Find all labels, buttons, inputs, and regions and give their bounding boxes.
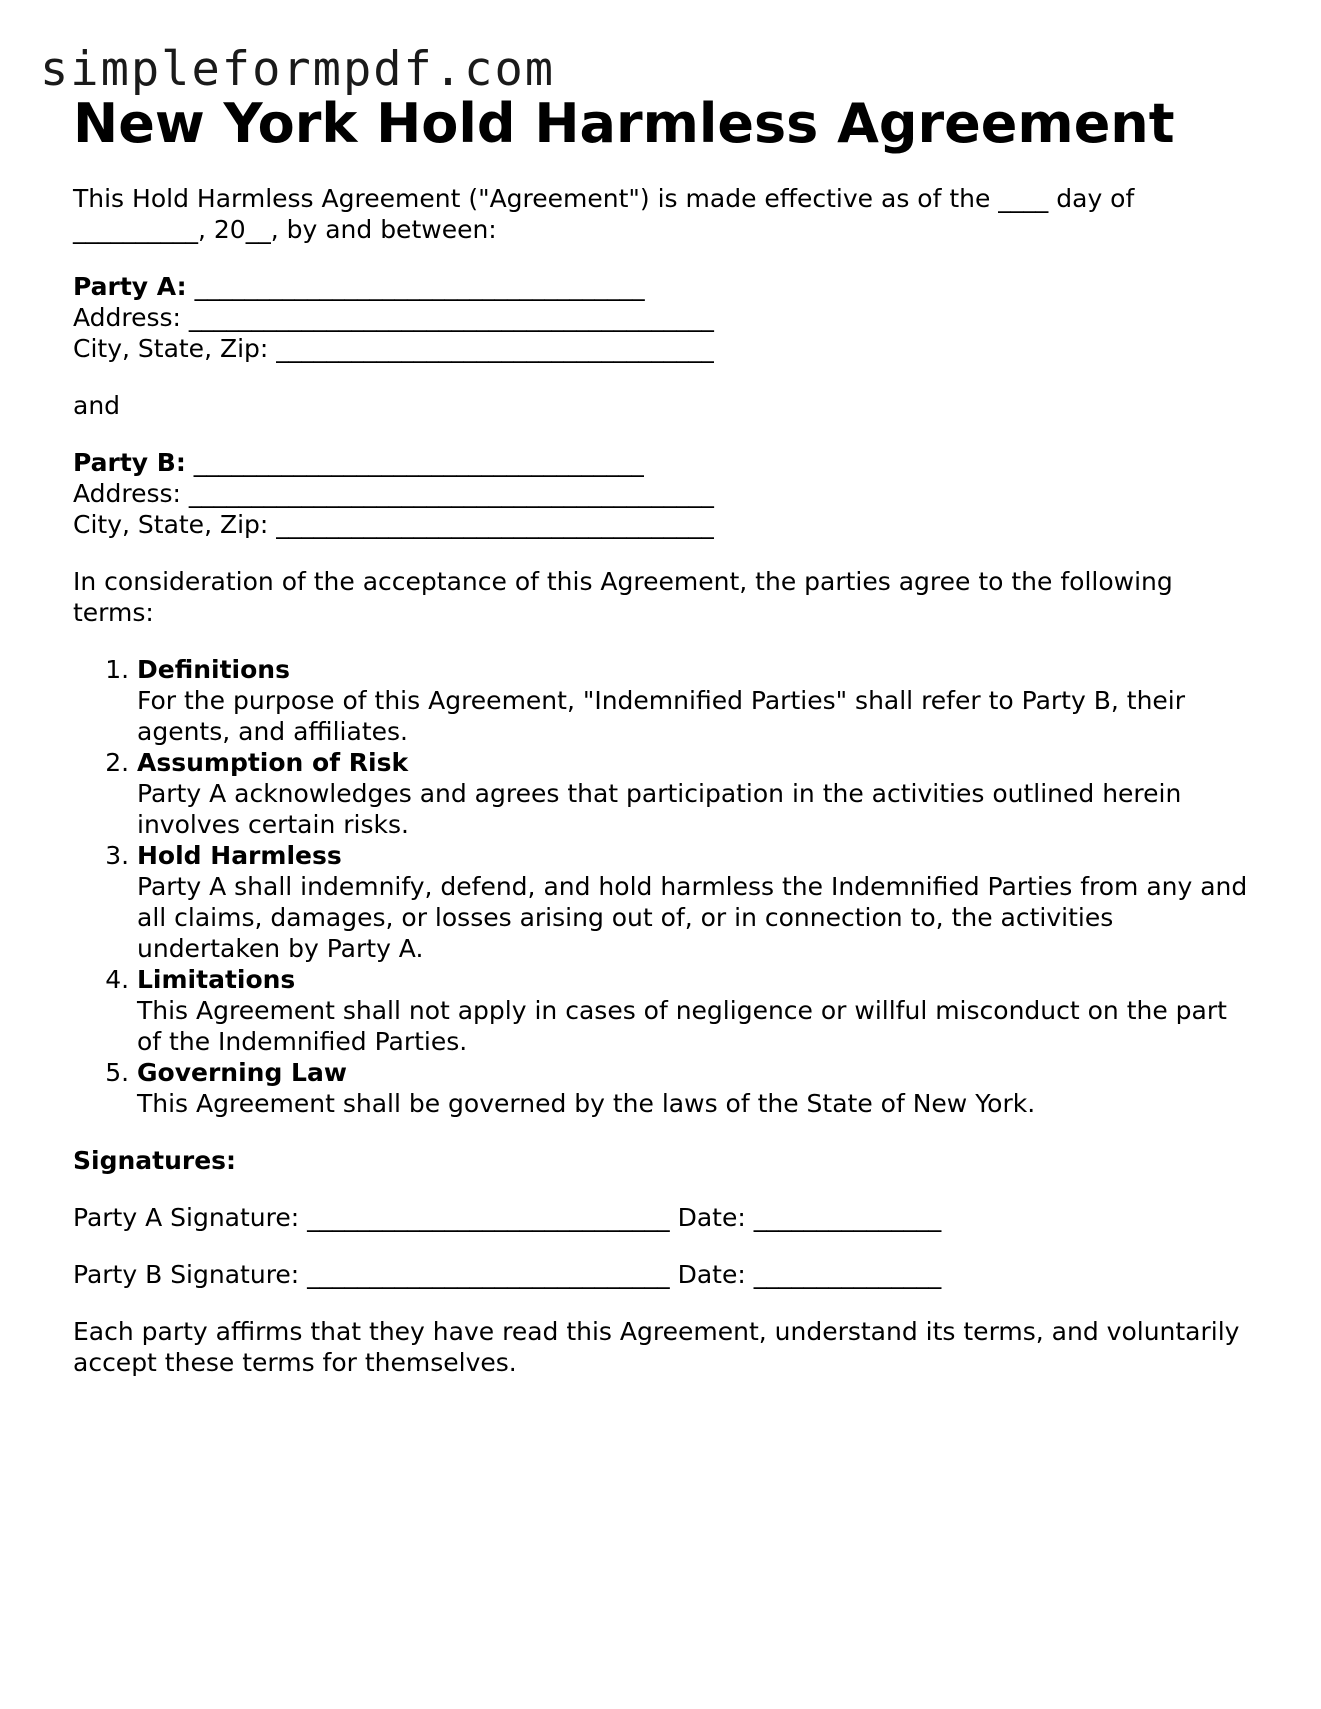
- terms-list: [73, 654, 1253, 1119]
- party-a-block: [73, 271, 1253, 364]
- party-b-address-line: Address: __________________________________________: [73, 479, 714, 508]
- term-item-assumption-of-risk: [137, 747, 1253, 840]
- party-b-city-line: City, State, Zip: ___________________________________: [73, 510, 714, 539]
- term-heading: 3. Hold Harmless: [137, 841, 342, 870]
- party-a-name-line: [73, 271, 1253, 302]
- term-body: Party A shall indemnify, defend, and hold harmless the Indemnified Parties from any and all claims, damages, or losses arising out of, or in connection to, the activities undertaken by Party A.: [137, 872, 1248, 963]
- watermark-text: simpleformpdf.com: [40, 42, 556, 97]
- closing-paragraph: Each party affirms that they have read this Agreement, understand its terms, and voluntarily accept these terms for themselves.: [73, 1317, 1240, 1377]
- and-text: and: [73, 391, 121, 420]
- term-body: Party A acknowledges and agrees that participation in the activities outlined herein involves certain risks.: [137, 779, 1182, 839]
- term-body: This Agreement shall be governed by the laws of the State of New York.: [137, 1089, 1036, 1118]
- document-page: [73, 93, 1253, 1378]
- term-body: For the purpose of this Agreement, "Indemnified Parties" shall refer to Party B, their agents, and affiliates.: [137, 686, 1186, 746]
- signature-line-party-b: Party B Signature: _____________________________ Date: _______________: [73, 1260, 942, 1289]
- intro-line-1: This Hold Harmless Agreement ("Agreement") is made effective as of the ____ day of: [73, 184, 1135, 213]
- intro-paragraph: [73, 183, 1253, 245]
- signatures-title: Signatures:: [73, 1146, 237, 1175]
- party-b-block: [73, 447, 1253, 540]
- term-item-definitions: [137, 654, 1253, 747]
- party-b-name-line: [73, 447, 1253, 478]
- term-heading: 4. Limitations: [137, 965, 296, 994]
- consideration-paragraph: In consideration of the acceptance of this Agreement, the parties agree to the following terms:: [73, 567, 1173, 627]
- term-item-limitations: [137, 964, 1253, 1057]
- signature-line-party-a: Party A Signature: _____________________________ Date: _______________: [73, 1203, 942, 1232]
- term-item-hold-harmless: [137, 840, 1253, 964]
- term-heading: 2. Assumption of Risk: [137, 748, 409, 777]
- party-a-address-line: Address: __________________________________________: [73, 303, 714, 332]
- document-title: New York Hold Harmless Agreement: [73, 92, 1175, 155]
- term-heading: 1. Definitions: [137, 655, 290, 684]
- term-item-governing-law: [137, 1057, 1253, 1119]
- party-b-name-blank: ____________________________________: [185, 448, 644, 477]
- party-a-city-line: City, State, Zip: ___________________________________: [73, 334, 714, 363]
- party-a-label: Party A:: [73, 272, 187, 301]
- term-heading: 5. Governing Law: [137, 1058, 347, 1087]
- term-body: This Agreement shall not apply in cases of negligence or willful misconduct on the part of the Indemnified Parties.: [137, 996, 1227, 1056]
- party-b-label: Party B:: [73, 448, 186, 477]
- intro-line-2: __________, 20__, by and between:: [73, 215, 497, 244]
- party-a-name-blank: ____________________________________: [186, 272, 645, 301]
